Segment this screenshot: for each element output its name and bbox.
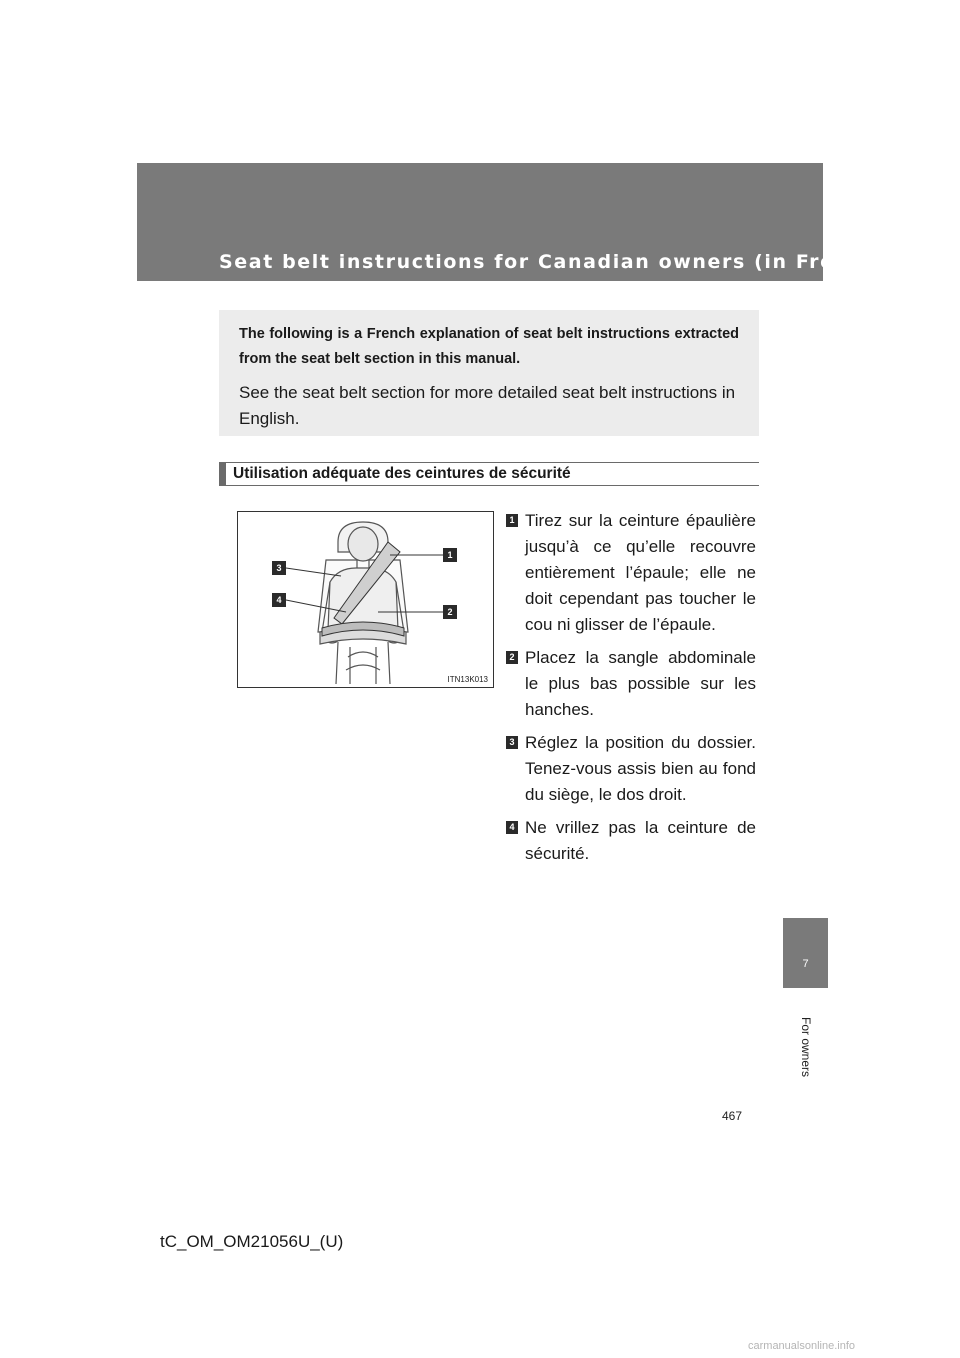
step-number-badge: 2 (506, 651, 518, 664)
instruction-text: Tirez sur la ceinture épaulière jusqu’à ce qu’elle recouvre entièrement l’épaule; elle ne doit cependant pas toucher le cou ni glisser de l’épaule. (525, 511, 756, 634)
instruction-text: Placez la sangle abdominale le plus bas possible sur les hanches. (525, 648, 756, 719)
chapter-number: 7 (802, 958, 809, 970)
figure-code: ITN13K013 (447, 675, 488, 684)
page-number: 467 (722, 1109, 743, 1123)
intro-normal-text: See the seat belt section for more detailed seat belt instructions in English. (239, 383, 736, 428)
watermark: carmanualsonline.info (748, 1340, 856, 1352)
list-item (506, 815, 756, 867)
instruction-text: Réglez la position du dossier. Tenez-vous assis bien au fond du siège, le dos droit. (525, 733, 756, 804)
callout-2: 2 (443, 605, 457, 619)
section-heading (219, 462, 759, 486)
instruction-text: Ne vrillez pas la ceinture de sécurité. (525, 818, 756, 863)
seat-belt-illustration (237, 511, 494, 688)
callout-3: 3 (272, 561, 286, 575)
intro-note-box (219, 310, 759, 436)
instruction-list (506, 508, 756, 874)
step-number-badge: 1 (506, 514, 518, 527)
list-item (506, 508, 756, 638)
chapter-label-container (796, 1000, 816, 1080)
intro-bold-text: The following is a French explanation of seat belt instructions extracted from the seat belt section in this manual. (239, 326, 739, 367)
callout-1: 1 (443, 548, 457, 562)
section-heading-marker (219, 462, 226, 486)
section-heading-text: Utilisation adéquate des ceintures de sécurité (233, 465, 571, 482)
list-item (506, 730, 756, 808)
chapter-header-bar (137, 163, 889, 281)
step-number-badge: 4 (506, 821, 518, 834)
step-number-badge: 3 (506, 736, 518, 749)
document-code: tC_OM_OM21056U_(U) (160, 1232, 344, 1251)
chapter-tab (783, 918, 828, 988)
callout-4: 4 (272, 593, 286, 607)
page-title: Seat belt instructions for Canadian owners (in French) (219, 251, 889, 273)
chapter-label: For owners (799, 1016, 813, 1078)
list-item (506, 645, 756, 723)
